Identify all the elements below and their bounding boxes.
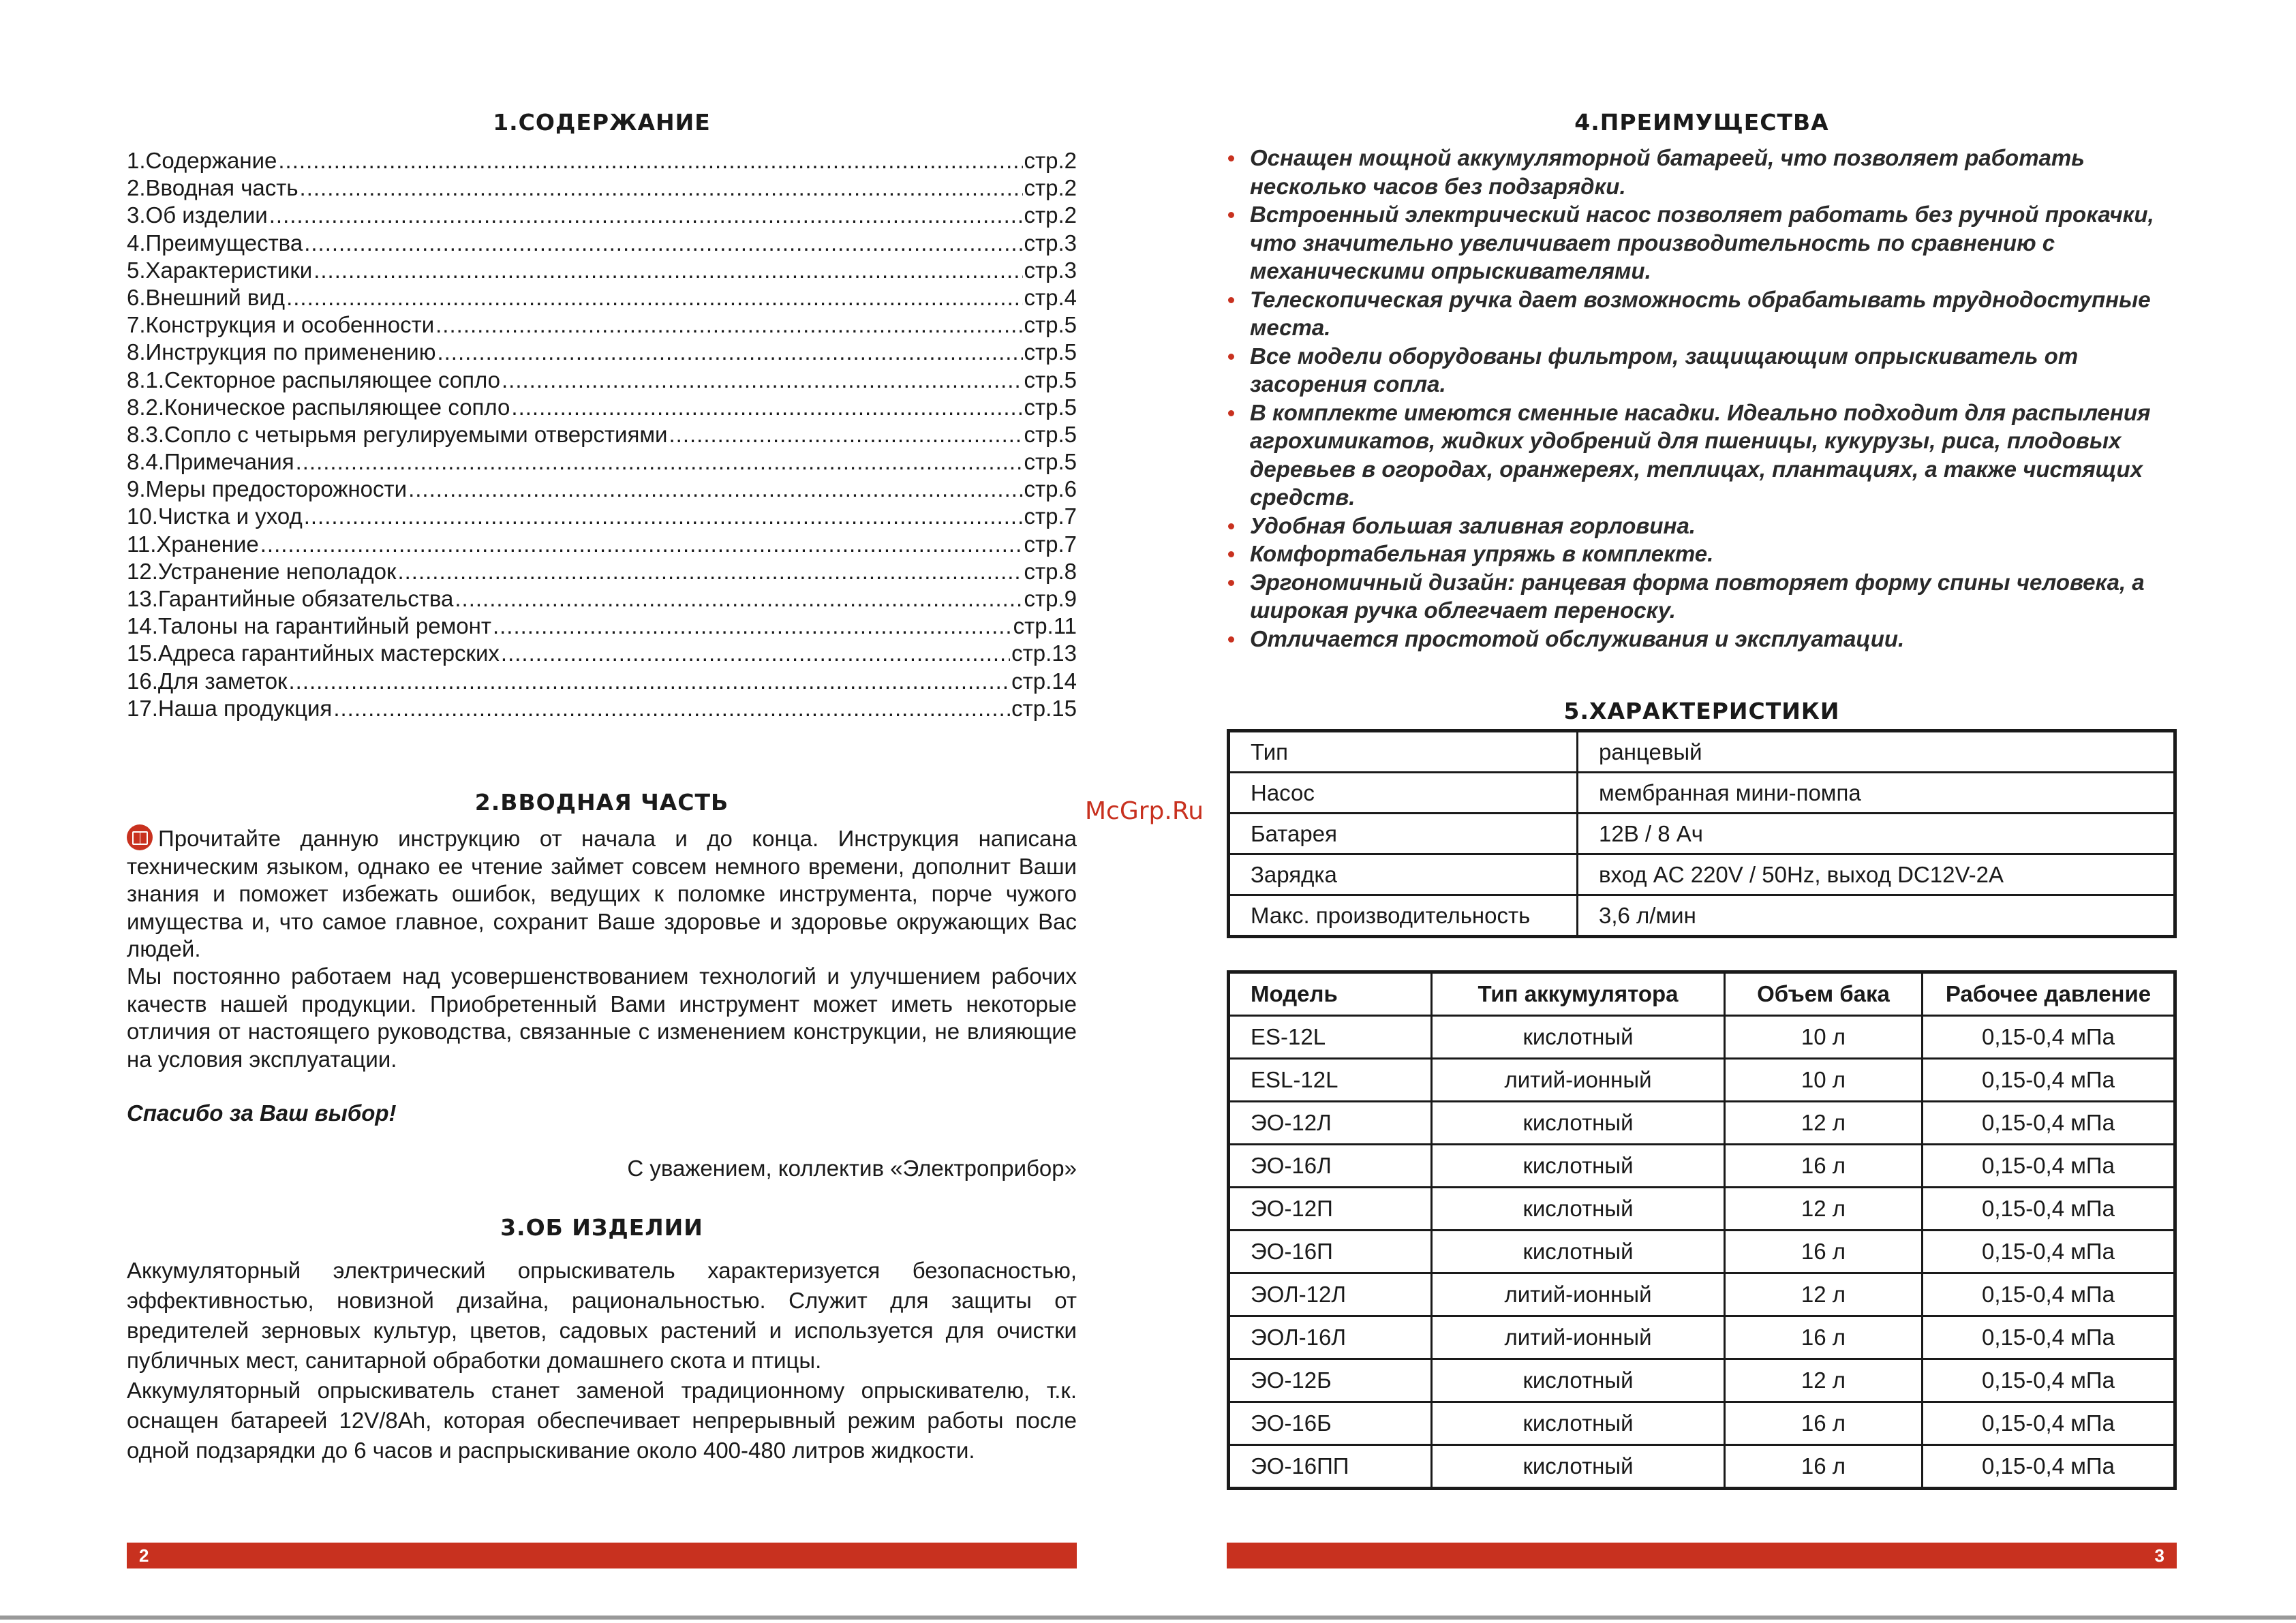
table-row: [1229, 1145, 2175, 1188]
table-cell: ЭО-16Л: [1229, 1145, 1432, 1188]
table-cell: кислотный: [1432, 1145, 1725, 1188]
toc-item-label: 4.Преимущества: [127, 230, 303, 256]
advantage-item: Комфортабельная упряжь в комплекте.: [1227, 540, 2177, 568]
table-cell: 0,15-0,4 мПа: [1923, 1359, 2175, 1402]
toc-item-label: 6.Внешний вид: [127, 284, 286, 310]
specs-title: 5.ХАРАКТЕРИСТИКИ: [1563, 698, 1840, 724]
about-paragraph-2: Аккумуляторный опрыскиватель станет заменой традиционному опрыскивателю, т.к. оснащен батареей 12V/8Ah, которая обеспечивает непрерывный режим работы после одной подзарядки до 6 часов и распрыскивание около 400-480 литров жидкости.: [127, 1378, 1077, 1463]
page-number: 2: [139, 1545, 149, 1566]
toc-item: [127, 257, 1077, 284]
toc-item: [127, 202, 1077, 229]
page-footer-bar: [1227, 1543, 2177, 1568]
toc-leader-dots: [296, 448, 1023, 476]
toc-item: [127, 695, 1077, 722]
about-title: 3.ОБ ИЗДЕЛИИ: [500, 1214, 703, 1241]
watermark: McGrp.Ru: [1085, 797, 1204, 825]
toc-item-page: стр.7: [1024, 531, 1077, 557]
toc-item-page: стр.11: [1013, 613, 1077, 639]
toc-leader-dots: [511, 394, 1022, 421]
table-cell: 12 л: [1725, 1188, 1923, 1231]
table-cell: 10 л: [1725, 1016, 1923, 1059]
spec-name: Зарядка: [1229, 854, 1578, 895]
table-cell: ЭО-16Б: [1229, 1402, 1432, 1445]
advantage-item: В комплекте имеются сменные насадки. Идеально подходит для распыления агрохимикатов, жидких удобрений для пшеницы, кукурузы, риса, плодовых деревьев в огородах, оранжереях, теплицах, плантациях, а также чистящих средств.: [1227, 399, 2177, 512]
toc-item-page: стр.8: [1024, 558, 1077, 584]
models-column-header: Рабочее давление: [1923, 972, 2175, 1016]
toc-item-label: 16.Для заметок: [127, 668, 288, 694]
toc-item-page: стр.2: [1024, 202, 1077, 228]
toc-item: [127, 558, 1077, 585]
toc-item-label: 17.Наша продукция: [127, 695, 333, 721]
table-row: [1229, 1273, 2175, 1316]
toc-leader-dots: [502, 367, 1023, 394]
toc-item-page: стр.5: [1024, 449, 1077, 475]
table-cell: 16 л: [1725, 1231, 1923, 1273]
spec-value: 12В / 8 Ач: [1578, 814, 2175, 854]
table-cell: кислотный: [1432, 1102, 1725, 1145]
toc-item-label: 1.Содержание: [127, 148, 277, 173]
spec-row: [1229, 773, 2175, 814]
toc-leader-dots: [286, 284, 1022, 311]
toc-item-page: стр.4: [1024, 284, 1077, 310]
regards-text: С уважением, коллектив «Электроприбор»: [627, 1156, 1077, 1181]
spec-name: Тип: [1229, 731, 1578, 773]
toc-leader-dots: [260, 531, 1023, 558]
toc-leader-dots: [300, 174, 1023, 202]
spec-value: ранцевый: [1578, 731, 2175, 773]
intro-paragraph-2: Мы постоянно работаем над усовершенствованием технологий и улучшением рабочих качеств нашей продукции. Приобретенный Вами инструмент может иметь некоторые отличия от настоящего руководства, связанные с изменением конструкции, не влияющие на условия эксплуатации.: [127, 963, 1077, 1072]
toc-item: [127, 531, 1077, 558]
toc-leader-dots: [437, 339, 1022, 366]
toc-item-page: стр.3: [1024, 257, 1077, 283]
table-cell: 0,15-0,4 мПа: [1923, 1316, 2175, 1359]
table-cell: 12 л: [1725, 1273, 1923, 1316]
toc-leader-dots: [501, 640, 1010, 667]
advantages-title: 4.ПРЕИМУЩЕСТВА: [1574, 109, 1829, 136]
table-cell: 0,15-0,4 мПа: [1923, 1188, 2175, 1231]
table-cell: 0,15-0,4 мПа: [1923, 1145, 2175, 1188]
table-cell: ESL-12L: [1229, 1059, 1432, 1102]
toc-item-label: 8.1.Секторное распыляющее сопло: [127, 367, 500, 392]
toc-item: [127, 147, 1077, 174]
table-cell: ЭО-12Б: [1229, 1359, 1432, 1402]
table-cell: 12 л: [1725, 1102, 1923, 1145]
toc-item-page: стр.3: [1024, 230, 1077, 256]
table-row: [1229, 1359, 2175, 1402]
spec-value: мембранная мини-помпа: [1578, 773, 2175, 814]
spec-name: Насос: [1229, 773, 1578, 814]
toc-item-label: 8.3.Сопло с четырьмя регулируемыми отверстиями: [127, 421, 668, 447]
toc-leader-dots: [669, 421, 1022, 448]
models-table: [1227, 970, 2177, 1490]
intro-title: 2.ВВОДНАЯ ЧАСТЬ: [474, 789, 729, 816]
spec-row: [1229, 731, 2175, 773]
toc-item-page: стр.2: [1024, 148, 1077, 173]
spec-name: Батарея: [1229, 814, 1578, 854]
table-cell: ЭОЛ-12Л: [1229, 1273, 1432, 1316]
toc-item-page: стр.13: [1011, 640, 1077, 666]
toc-leader-dots: [435, 311, 1022, 339]
toc-leader-dots: [278, 147, 1022, 174]
table-cell: ЭО-12П: [1229, 1188, 1432, 1231]
toc-item-page: стр.6: [1024, 476, 1077, 502]
table-row: [1229, 1102, 2175, 1145]
toc-title: 1.СОДЕРЖАНИЕ: [493, 109, 711, 136]
table-row: [1229, 1316, 2175, 1359]
table-of-contents: [127, 147, 1077, 722]
toc-item-page: стр.5: [1024, 367, 1077, 392]
toc-item-label: 9.Меры предосторожности: [127, 476, 408, 502]
toc-item-page: стр.2: [1024, 175, 1077, 201]
table-cell: литий-ионный: [1432, 1316, 1725, 1359]
table-cell: ЭО-12Л: [1229, 1102, 1432, 1145]
table-row: [1229, 1188, 2175, 1231]
advantage-item: Оснащен мощной аккумуляторной батареей, что позволяет работать несколько часов без подзарядки.: [1227, 144, 2177, 200]
toc-item: [127, 585, 1077, 613]
toc-leader-dots: [455, 585, 1022, 613]
table-cell: ЭО-16ПП: [1229, 1445, 1432, 1489]
toc-item-page: стр.5: [1024, 394, 1077, 420]
table-cell: 12 л: [1725, 1359, 1923, 1402]
table-row: [1229, 1016, 2175, 1059]
toc-item-page: стр.7: [1024, 504, 1077, 529]
toc-item: [127, 367, 1077, 394]
table-row: [1229, 1231, 2175, 1273]
toc-item: [127, 394, 1077, 421]
advantages-list: [1227, 144, 2177, 653]
advantage-item: Отличается простотой обслуживания и эксплуатации.: [1227, 625, 2177, 653]
toc-item-label: 12.Устранение неполадок: [127, 558, 397, 584]
toc-item-label: 10.Чистка и уход: [127, 504, 303, 529]
toc-item-page: стр.5: [1024, 339, 1077, 365]
right-page: [1227, 0, 2177, 1623]
table-cell: кислотный: [1432, 1445, 1725, 1489]
toc-item: [127, 421, 1077, 448]
toc-leader-dots: [408, 476, 1022, 503]
models-column-header: Модель: [1229, 972, 1432, 1016]
specs-table: [1227, 729, 2177, 938]
toc-item: [127, 339, 1077, 366]
toc-leader-dots: [304, 230, 1022, 257]
table-cell: 0,15-0,4 мПа: [1923, 1231, 2175, 1273]
toc-leader-dots: [304, 503, 1023, 530]
toc-item: [127, 230, 1077, 257]
table-cell: литий-ионный: [1432, 1059, 1725, 1102]
toc-item: [127, 668, 1077, 695]
models-column-header: Тип аккумулятора: [1432, 972, 1725, 1016]
table-cell: 0,15-0,4 мПа: [1923, 1273, 2175, 1316]
toc-item-label: 15.Адреса гарантийных мастерских: [127, 640, 500, 666]
table-cell: 16 л: [1725, 1402, 1923, 1445]
table-cell: кислотный: [1432, 1402, 1725, 1445]
page-number: 3: [2154, 1545, 2164, 1566]
spec-name: Макс. производительность: [1229, 895, 1578, 937]
advantage-item: Все модели оборудованы фильтром, защищающим опрыскиватель от засорения сопла.: [1227, 342, 2177, 399]
toc-item: [127, 640, 1077, 667]
spec-value: вход AC 220V / 50Hz, выход DC12V-2A: [1578, 854, 2175, 895]
bottom-rule: [0, 1616, 2296, 1620]
toc-item-label: 11.Хранение: [127, 531, 259, 557]
table-cell: 16 л: [1725, 1316, 1923, 1359]
thanks-text: Спасибо за Ваш выбор!: [127, 1100, 397, 1126]
toc-leader-dots: [333, 695, 1010, 722]
table-cell: 0,15-0,4 мПа: [1923, 1059, 2175, 1102]
table-cell: кислотный: [1432, 1188, 1725, 1231]
toc-leader-dots: [288, 668, 1010, 695]
table-cell: 0,15-0,4 мПа: [1923, 1445, 2175, 1489]
toc-item-label: 5.Характеристики: [127, 257, 313, 283]
toc-item-label: 7.Конструкция и особенности: [127, 312, 435, 338]
advantage-item: Эргономичный дизайн: ранцевая форма повторяет форму спины человека, а широкая ручка облегчает переноску.: [1227, 568, 2177, 625]
advantage-item: Телескопическая ручка дает возможность обрабатывать труднодоступные места.: [1227, 285, 2177, 342]
table-cell: 16 л: [1725, 1145, 1923, 1188]
spec-value: 3,6 л/мин: [1578, 895, 2175, 937]
table-cell: ЭО-16П: [1229, 1231, 1432, 1273]
spec-row: [1229, 895, 2175, 937]
toc-item-label: 13.Гарантийные обязательства: [127, 586, 454, 611]
toc-item-label: 2.Вводная часть: [127, 175, 299, 201]
toc-item: [127, 174, 1077, 202]
book-icon: [127, 824, 153, 850]
intro-paragraph-1: Прочитайте данную инструкцию от начала и до конца. Инструкция написана техническим языком, однако ее чтение займет совсем немного времени, дополнит Ваши знания и поможет избежать ошибок, ведущих к поломке инструмента, порче чужого имущества и, что самое главное, сохранит Ваше здоровье и здоровье окружающих Вас людей.: [127, 826, 1077, 961]
toc-leader-dots: [269, 202, 1023, 229]
toc-item-label: 14.Талоны на гарантийный ремонт: [127, 613, 491, 639]
toc-item-label: 3.Об изделии: [127, 202, 268, 228]
table-cell: кислотный: [1432, 1231, 1725, 1273]
toc-item: [127, 476, 1077, 503]
advantage-item: Встроенный электрический насос позволяет работать без ручной прокачки, что значительно увеличивает производительность по сравнению с механическими опрыскивателями.: [1227, 200, 2177, 285]
table-row: [1229, 1445, 2175, 1489]
page-footer-bar: [127, 1543, 1077, 1568]
left-page: [127, 0, 1077, 1623]
toc-item: [127, 284, 1077, 311]
table-cell: 0,15-0,4 мПа: [1923, 1102, 2175, 1145]
table-cell: 10 л: [1725, 1059, 1923, 1102]
table-cell: кислотный: [1432, 1359, 1725, 1402]
toc-item-label: 8.Инструкция по применению: [127, 339, 436, 365]
table-cell: 0,15-0,4 мПа: [1923, 1402, 2175, 1445]
spec-row: [1229, 814, 2175, 854]
spec-row: [1229, 854, 2175, 895]
toc-item-page: стр.5: [1024, 421, 1077, 447]
toc-item-label: 8.2.Коническое распыляющее сопло: [127, 394, 510, 420]
toc-leader-dots: [493, 613, 1012, 640]
toc-item: [127, 448, 1077, 476]
table-cell: ЭОЛ-16Л: [1229, 1316, 1432, 1359]
toc-leader-dots: [397, 558, 1022, 585]
table-cell: кислотный: [1432, 1016, 1725, 1059]
table-row: [1229, 1402, 2175, 1445]
toc-leader-dots: [313, 257, 1022, 284]
toc-item-page: стр.15: [1011, 695, 1077, 721]
table-cell: 0,15-0,4 мПа: [1923, 1016, 2175, 1059]
toc-item: [127, 311, 1077, 339]
toc-item-page: стр.14: [1011, 668, 1077, 694]
table-cell: 16 л: [1725, 1445, 1923, 1489]
toc-item-label: 8.4.Примечания: [127, 449, 294, 475]
table-cell: литий-ионный: [1432, 1273, 1725, 1316]
table-cell: ES-12L: [1229, 1016, 1432, 1059]
table-row: [1229, 1059, 2175, 1102]
about-paragraph-1: Аккумуляторный электрический опрыскиватель характеризуется безопасностью, эффективностью, новизной дизайна, рациональностью. Служит для защиты от вредителей зерновых культур, цветов, садовых растений и используется для очистки публичных мест, санитарной обработки домашнего скота и птицы.: [127, 1258, 1077, 1373]
toc-item-page: стр.5: [1024, 312, 1077, 338]
models-column-header: Объем бака: [1725, 972, 1923, 1016]
toc-item: [127, 503, 1077, 530]
advantage-item: Удобная большая заливная горловина.: [1227, 512, 2177, 540]
toc-item: [127, 613, 1077, 640]
toc-item-page: стр.9: [1024, 586, 1077, 611]
